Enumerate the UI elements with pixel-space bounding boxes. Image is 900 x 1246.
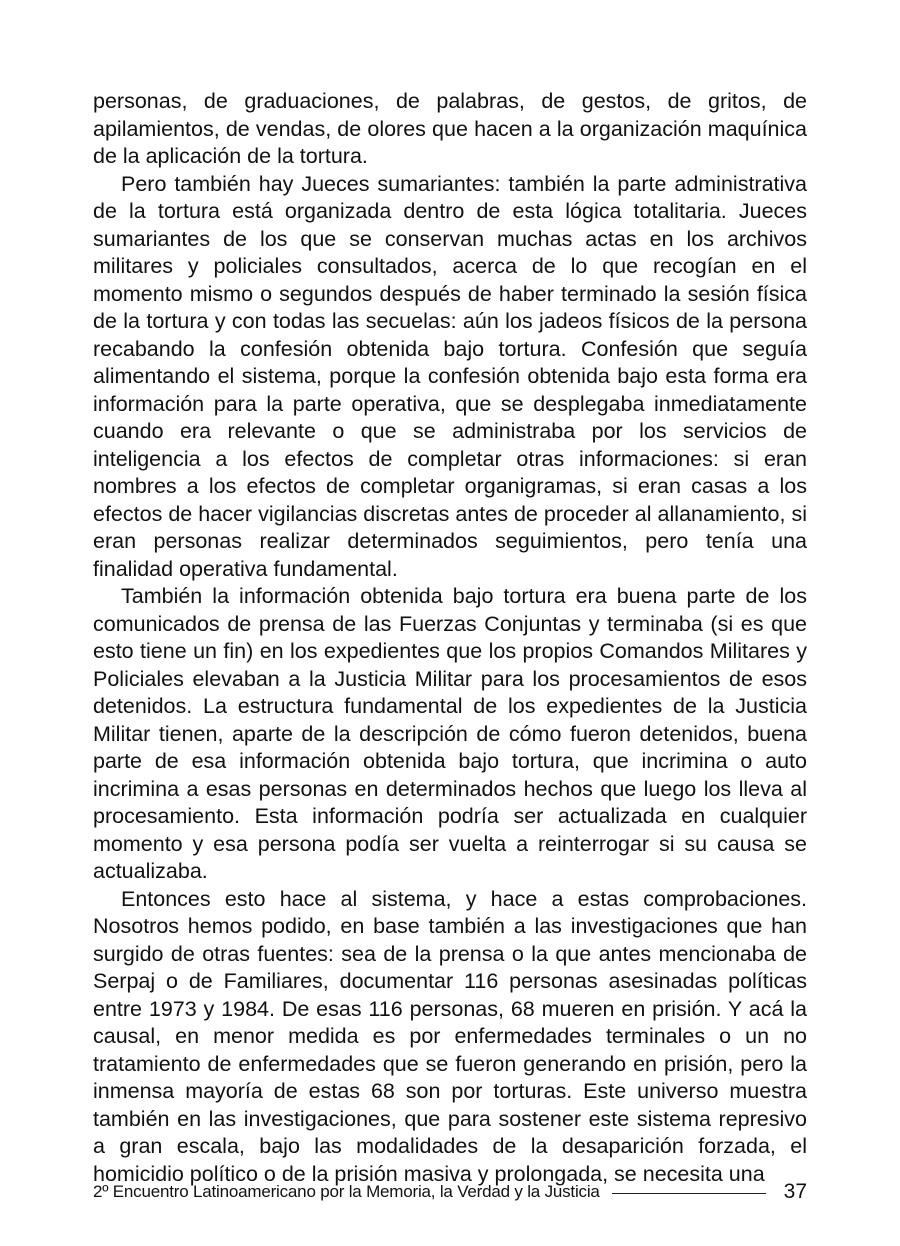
paragraph: También la información obtenida bajo tortura era buena parte de los comunicados de prensa de las Fuerzas Conjuntas y terminaba (si es que esto tiene un fin) en los expedientes que los propios Comandos Militares y Policiales elevaban a la Justicia Militar para los procesamientos de esos detenidos. La estructura fundamental de los expedientes de la Justicia Militar tienen, aparte de la descripción de cómo fueron detenidos, buena parte de esa información obtenida bajo tortura, que incrimina o auto incrimina a esas personas en determinados hechos que luego los lleva al procesamiento. Esta información podría ser actualizada en cualquier momento y esa persona podía ser vuelta a reinterrogar si su causa se actualizaba.: [93, 584, 807, 883]
paragraph: Pero también hay Jueces sumariantes: también la parte administrativa de la tortura está organizada dentro de esta lógica totalitaria. Jueces sumariantes de los que se conservan muchas actas en los archivos militares y policiales consultados, acerca de lo que recogían en el momento mismo o segundos después de haber terminado la sesión física de la tortura y con todas las secuelas: aún los jadeos físicos de la persona recabando la confesión obtenida bajo tortura. Confesión que seguía alimentando el sistema, porque la confesión obtenida bajo esta forma era información para la parte operativa, que se desplegaba inmediatamente cuando era relevante o que se administraba por los servicios de inteligencia a los efectos de completar otras informaciones: si eran nombres a los efectos de completar organigramas, si eran casas a los efectos de hacer vigilancias discretas antes de proceder al allanamiento, si eran personas realizar determinados seguimientos, pero tenía una finalidad operativa fundamental.: [93, 171, 807, 581]
footer-rule: [612, 1193, 766, 1194]
body-text: [93, 88, 807, 1188]
page-number: 37: [783, 1180, 807, 1203]
paragraph: Entonces esto hace al sistema, y hace a estas comprobaciones. Nosotros hemos podido, en base también a las investigaciones que han surgido de otras fuentes: sea de la prensa o la que antes mencionaba de Serpaj o de Familiares, documentar 116 personas asesinadas políticas entre 1973 y 1984. De esas 116 personas, 68 mueren en prisión. Y acá la causal, en menor medida es por enfermedades terminales o un no tratamiento de enfermedades que se fueron generando en prisión, pero la inmensa mayoría de estas 68 son por torturas. Este universo muestra también en las investigaciones, que para sostener este sistema represivo a gran escala, bajo las modalidades de la desaparición forzada, el homicidio político o de la prisión masiva y prolongada, se necesita una: [93, 886, 807, 1186]
footer-title: 2º Encuentro Latinoamericano por la Memoria, la Verdad y la Justicia: [93, 1182, 600, 1201]
page-footer: [93, 1178, 807, 1206]
paragraph: personas, de graduaciones, de palabras, de gestos, de gritos, de apilamientos, de vendas, de olores que hacen a la organización maquínica de la aplicación de la tortura.: [93, 89, 807, 168]
